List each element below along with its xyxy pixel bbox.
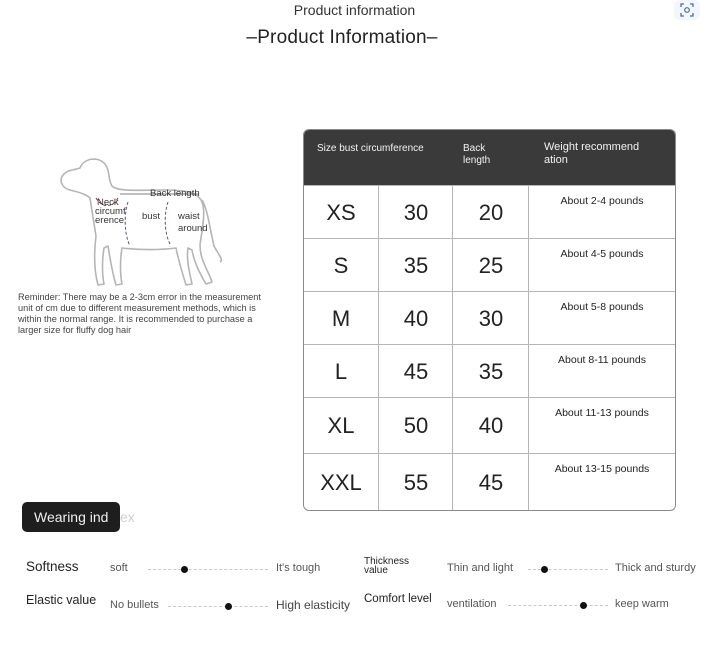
elastic-indicator — [225, 603, 232, 610]
section-title: –Product Information– — [246, 27, 438, 48]
table-row — [304, 185, 675, 239]
reminder-text: Reminder: There may be a 2-3cm error in the measurement unit of cm due to different measurement methods, which is within the normal range. It is recommended to purchase a larger size for fluffy dog hair — [18, 292, 261, 335]
weight-cell: About 11-13 pounds — [528, 398, 675, 454]
size-cell: S — [333, 252, 349, 278]
thickness-label-1: Thickness — [364, 556, 410, 567]
elastic-value-label: Elastic value — [26, 593, 97, 607]
table-row — [304, 397, 675, 454]
size-cell: XXL — [320, 469, 362, 495]
size-cell: XL — [327, 413, 355, 438]
header-back-length-1: Back — [463, 143, 486, 154]
header-weight-2: ation — [544, 154, 568, 166]
header-weight-1: Weight recommend — [544, 141, 640, 153]
size-table — [303, 129, 676, 511]
bust-cell: 40 — [378, 292, 453, 345]
elastic-scale — [168, 606, 268, 607]
scan-button[interactable] — [674, 0, 700, 20]
comfort-scale — [508, 605, 608, 606]
table-row — [304, 238, 675, 292]
bust-cell: 30 — [378, 186, 453, 239]
back-cell: 30 — [452, 292, 529, 345]
back-length-label: Back length — [150, 188, 200, 199]
weight-cell: About 4-5 pounds — [528, 239, 675, 292]
back-cell: 45 — [452, 454, 529, 511]
back-cell: 20 — [452, 186, 529, 239]
waist-label-1: waist — [178, 211, 200, 222]
bust-cell: 50 — [378, 398, 453, 454]
weight-cell: About 2-4 pounds — [528, 186, 675, 239]
comfort-right-label: keep warm — [615, 598, 669, 610]
table-row — [304, 344, 675, 398]
header-back-length-2: length — [463, 155, 491, 166]
size-cell: XS — [326, 199, 356, 225]
back-cell: 25 — [452, 239, 529, 292]
wearing-index-title-faded: ex — [120, 509, 135, 525]
page-title: Product information — [293, 2, 416, 18]
softness-label: Softness — [26, 559, 79, 574]
weight-cell: About 5-8 pounds — [528, 292, 675, 345]
thickness-label-2: value — [364, 565, 388, 576]
neck-label-2: circumf — [95, 206, 126, 217]
size-cell: L — [334, 358, 348, 384]
softness-right-label: It's tough — [276, 562, 321, 574]
elastic-left-label: No bullets — [110, 599, 159, 611]
table-row — [304, 291, 675, 345]
softness-left-label: soft — [110, 562, 128, 574]
weight-cell: About 8-11 pounds — [528, 345, 675, 398]
waist-label-2: around — [178, 223, 208, 234]
thickness-right-label: Thick and sturdy — [615, 562, 696, 574]
thickness-indicator — [541, 566, 548, 573]
softness-scale — [148, 569, 268, 570]
table-row — [304, 453, 675, 511]
dog-measurement-diagram — [50, 150, 240, 290]
comfort-indicator — [580, 602, 587, 609]
table-header — [304, 130, 675, 185]
back-cell: 35 — [452, 345, 529, 398]
comfort-level-label: Comfort level — [364, 593, 432, 605]
header-size-bust: Size bust circumference — [317, 143, 424, 154]
thickness-left-label: Thin and light — [447, 562, 514, 574]
scan-icon — [680, 3, 694, 17]
elastic-right-label: High elasticity — [276, 598, 351, 612]
softness-indicator — [181, 566, 188, 573]
bust-label: bust — [142, 211, 160, 222]
bust-cell: 45 — [378, 345, 453, 398]
bust-cell: 55 — [378, 454, 453, 511]
wearing-index-title: Wearing ind — [22, 502, 120, 532]
size-cell: M — [331, 305, 351, 331]
neck-label-3: erence — [95, 215, 125, 226]
neck-label-1: Neck — [97, 197, 119, 208]
bust-cell: 35 — [378, 239, 453, 292]
weight-cell: About 13-15 pounds — [528, 454, 675, 511]
back-cell: 40 — [452, 398, 529, 454]
comfort-left-label: ventilation — [447, 598, 497, 610]
